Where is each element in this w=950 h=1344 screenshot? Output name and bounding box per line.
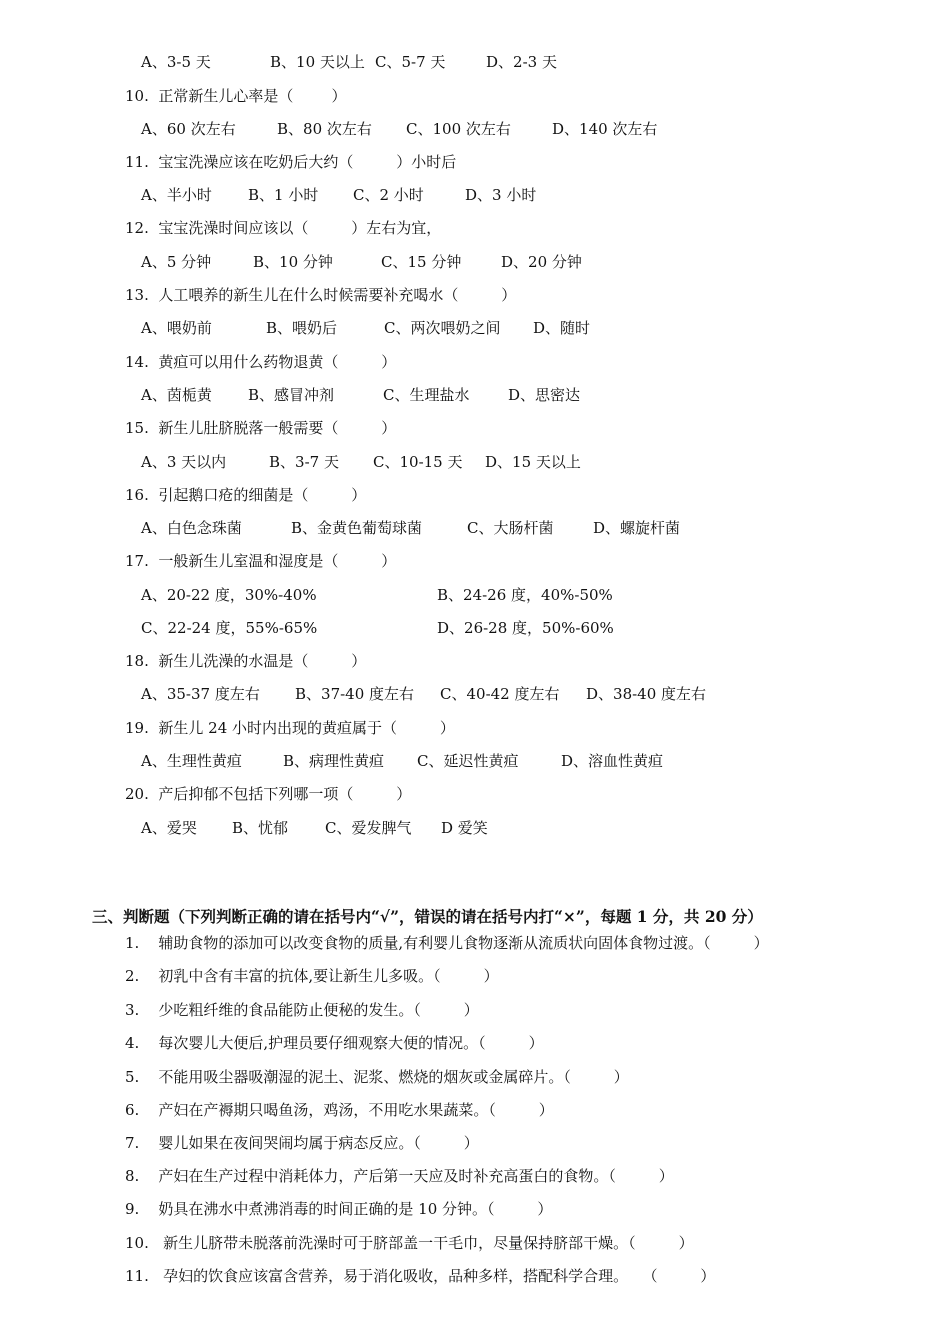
option: C、10-15 天: [373, 453, 463, 471]
option: A、3-5 天: [141, 53, 211, 71]
option: D、26-28 度，50%-60%: [437, 619, 614, 637]
statement: 2. 初乳中含有丰富的抗体,要让新生儿多吸。（ ）: [125, 967, 499, 985]
option: A、白色念珠菌: [141, 519, 242, 537]
question-stem: 14. 黄疸可以用什么药物退黄（ ）: [125, 353, 397, 371]
statement: 9. 奶具在沸水中煮沸消毒的时间正确的是 10 分钟。（ ）: [125, 1200, 553, 1218]
option: D 爱笑: [441, 819, 488, 837]
option: B、10 分钟: [253, 253, 333, 271]
question-stem: 20. 产后抑郁不包括下列哪一项（ ）: [125, 785, 412, 803]
option: B、病理性黄疸: [283, 752, 385, 770]
option: A、茵栀黄: [141, 386, 212, 404]
option: A、爱哭: [141, 819, 197, 837]
option: C、15 分钟: [381, 253, 462, 271]
statement: 8. 产妇在生产过程中消耗体力，产后第一天应及时补充高蛋白的食物。（ ）: [125, 1167, 674, 1185]
option: C、22-24 度，55%-65%: [141, 619, 318, 637]
option: C、大肠杆菌: [467, 519, 554, 537]
question-stem: 18. 新生儿洗澡的水温是（ ）: [125, 652, 367, 670]
option: C、延迟性黄疸: [417, 752, 519, 770]
question-stem: 17. 一般新生儿室温和湿度是（ ）: [125, 552, 397, 570]
option: B、感冒冲剂: [248, 386, 335, 404]
option: A、35-37 度左右: [141, 685, 260, 703]
statement: 10. 新生儿脐带未脱落前洗澡时可于脐部盖一干毛巾，尽量保持脐部干燥。（ ）: [125, 1234, 694, 1252]
option: D、随时: [533, 319, 591, 337]
option: B、3-7 天: [269, 453, 339, 471]
option: B、喂奶后: [266, 319, 338, 337]
option: D、20 分钟: [501, 253, 582, 271]
option: B、金黄色葡萄球菌: [291, 519, 423, 537]
option: C、5-7 天: [375, 53, 446, 71]
option: C、40-42 度左右: [440, 685, 560, 703]
option: B、37-40 度左右: [295, 685, 415, 703]
option: B、80 次左右: [277, 120, 372, 138]
section-heading: 三、判断题（下列判断正确的请在括号内“√”，错误的请在括号内打“×”，每题 1 分，共 20 分）: [92, 907, 763, 926]
option: A、60 次左右: [141, 120, 236, 138]
statement: 5. 不能用吸尘器吸潮湿的泥土、泥浆、燃烧的烟灰或金属碎片。（ ）: [125, 1068, 629, 1086]
option: B、24-26 度，40%-50%: [437, 586, 613, 604]
option: D、溶血性黄疸: [561, 752, 664, 770]
statement: 11. 孕妇的饮食应该富含营养，易于消化吸收，品种多样，搭配科学合理。 （ ）: [125, 1267, 716, 1285]
option: B、忧郁: [232, 819, 289, 837]
option: B、10 天以上: [270, 53, 365, 71]
statement: 6. 产妇在产褥期只喝鱼汤，鸡汤，不用吃水果蔬菜。（ ）: [125, 1101, 554, 1119]
option: A、喂奶前: [141, 319, 212, 337]
statement: 4. 每次婴儿大便后,护理员要仔细观察大便的情况。（ ）: [125, 1034, 544, 1052]
option: A、3 天以内: [141, 453, 227, 471]
option: D、140 次左右: [552, 120, 658, 138]
option: D、2-3 天: [486, 53, 557, 71]
option: D、螺旋杆菌: [593, 519, 681, 537]
question-stem: 19. 新生儿 24 小时内出现的黄疸属于（ ）: [125, 719, 455, 737]
option: A、生理性黄疸: [141, 752, 242, 770]
option: D、3 小时: [465, 186, 537, 204]
option: A、5 分钟: [141, 253, 212, 271]
question-stem: 13. 人工喂养的新生儿在什么时候需要补充喝水（ ）: [125, 286, 517, 304]
option: A、半小时: [141, 186, 212, 204]
option: C、100 次左右: [406, 120, 511, 138]
question-stem: 15. 新生儿肚脐脱落一般需要（ ）: [125, 419, 397, 437]
option: C、两次喂奶之间: [384, 319, 501, 337]
option: C、2 小时: [353, 186, 424, 204]
option: D、15 天以上: [485, 453, 581, 471]
option: B、1 小时: [248, 186, 319, 204]
option: D、思密达: [508, 386, 581, 404]
option: A、20-22 度，30%-40%: [141, 586, 317, 604]
option: D、38-40 度左右: [586, 685, 707, 703]
option: C、爱发脾气: [325, 819, 412, 837]
question-stem: 12. 宝宝洗澡时间应该以（ ）左右为宜，: [125, 219, 442, 237]
question-stem: 16. 引起鹅口疮的细菌是（ ）: [125, 486, 367, 504]
option: C、生理盐水: [383, 386, 470, 404]
statement: 3. 少吃粗纤维的食品能防止便秘的发生。（ ）: [125, 1001, 479, 1019]
question-stem: 10. 正常新生儿心率是（ ）: [125, 87, 347, 105]
statement: 7. 婴儿如果在夜间哭闹均属于病态反应。（ ）: [125, 1134, 479, 1152]
question-stem: 11. 宝宝洗澡应该在吃奶后大约（ ）小时后: [125, 153, 457, 171]
statement: 1. 辅助食物的添加可以改变食物的质量,有利婴儿食物逐渐从流质状向固体食物过渡。（ ）: [125, 934, 769, 952]
